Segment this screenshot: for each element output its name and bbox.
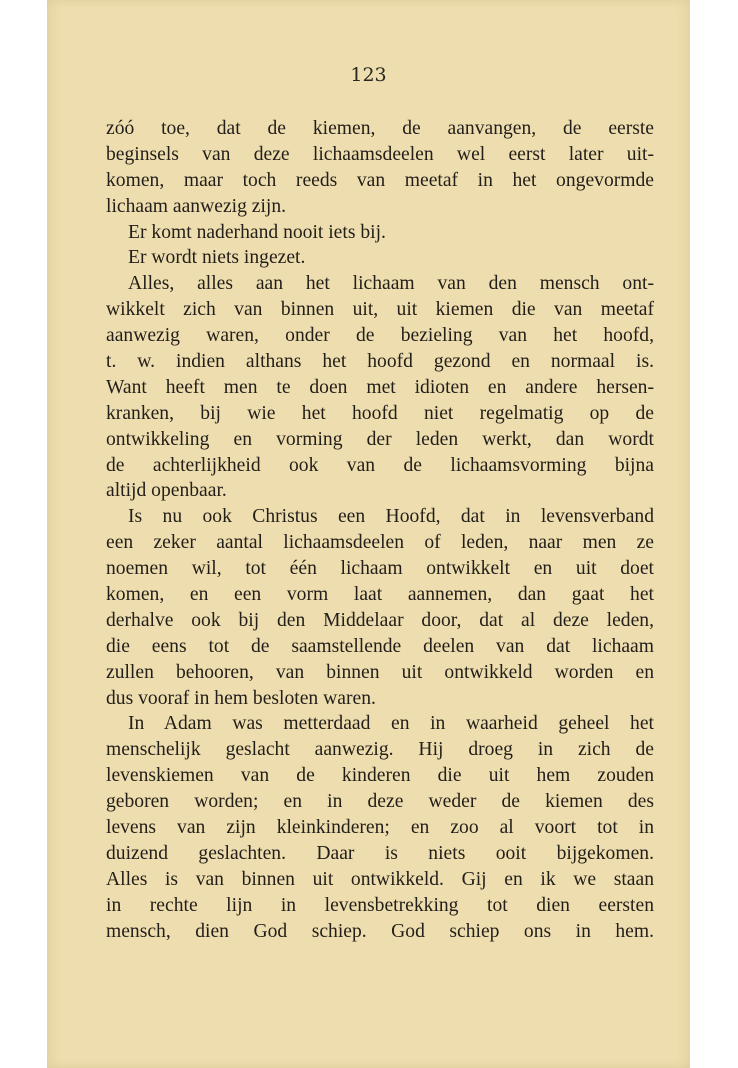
text-line: Is nu ook Christus een Hoofd, dat in levensverband xyxy=(128,506,654,528)
text-line: geboren worden; en in deze weder de kiemen des xyxy=(106,791,654,813)
book-page xyxy=(47,0,690,1068)
text-line: menschelijk geslacht aanwezig. Hij droeg in zich de xyxy=(106,739,654,761)
text-line: Er komt naderhand nooit iets bij. xyxy=(128,221,386,243)
text-line: derhalve ook bij den Middelaar door, dat al deze leden, xyxy=(106,609,654,631)
text-line: In Adam was metterdaad en in waarheid geheel het xyxy=(128,713,654,735)
text-line: die eens tot de saamstellende deelen van dat lichaam xyxy=(106,635,654,657)
text-line: zullen behooren, van binnen uit ontwikkeld worden en xyxy=(106,661,654,683)
text-line: dus vooraf in hem besloten waren. xyxy=(106,687,376,709)
page-number: 123 xyxy=(350,64,387,86)
text-line: zóó toe, dat de kiemen, de aanvangen, de eerste xyxy=(106,118,654,139)
text-line: in rechte lijn in levensbetrekking tot dien eersten xyxy=(106,894,654,916)
text-line: t. w. indien althans het hoofd gezond en normaal is. xyxy=(106,351,654,373)
text-line: aanwezig waren, onder de bezieling van het hoofd, xyxy=(106,325,654,347)
text-line: ontwikkeling en vorming der leden werkt, dan wordt xyxy=(106,428,654,450)
text-line: komen, maar toch reeds van meetaf in het ongevormde xyxy=(106,169,654,191)
text-line: mensch, dien God schiep. God schiep ons in hem. xyxy=(106,920,654,942)
body-text xyxy=(106,116,654,945)
text-line: komen, en een vorm laat aannemen, dan gaat het xyxy=(106,584,654,606)
text-line: beginsels van deze lichaamsdeelen wel eerst later uit- xyxy=(106,143,654,165)
text-line: de achterlijkheid ook van de lichaamsvorming bijna xyxy=(106,454,654,476)
text-line: lichaam aanwezig zijn. xyxy=(106,195,287,217)
text-line: wikkelt zich van binnen uit, uit kiemen die van meetaf xyxy=(106,299,654,321)
text-line: levens van zijn kleinkinderen; en zoo al voort tot in xyxy=(106,817,654,839)
text-line: Er wordt niets ingezet. xyxy=(128,247,306,269)
text-line: altijd openbaar. xyxy=(106,480,227,502)
text-line: Want heeft men te doen met idioten en andere hersen- xyxy=(106,376,654,398)
text-line: levenskiemen van de kinderen die uit hem zouden xyxy=(106,765,654,787)
text-line: een zeker aantal lichaamsdeelen of leden, naar men ze xyxy=(106,532,654,554)
text-line: Alles is van binnen uit ontwikkeld. Gij en ik we staan xyxy=(106,868,654,890)
text-line: kranken, bij wie het hoofd niet regelmatig op de xyxy=(106,402,654,424)
text-line: Alles, alles aan het lichaam van den mensch ont- xyxy=(128,273,654,295)
text-line: noemen wil, tot één lichaam ontwikkelt en uit doet xyxy=(106,558,654,580)
text-line: duizend geslachten. Daar is niets ooit bijgekomen. xyxy=(106,842,654,864)
